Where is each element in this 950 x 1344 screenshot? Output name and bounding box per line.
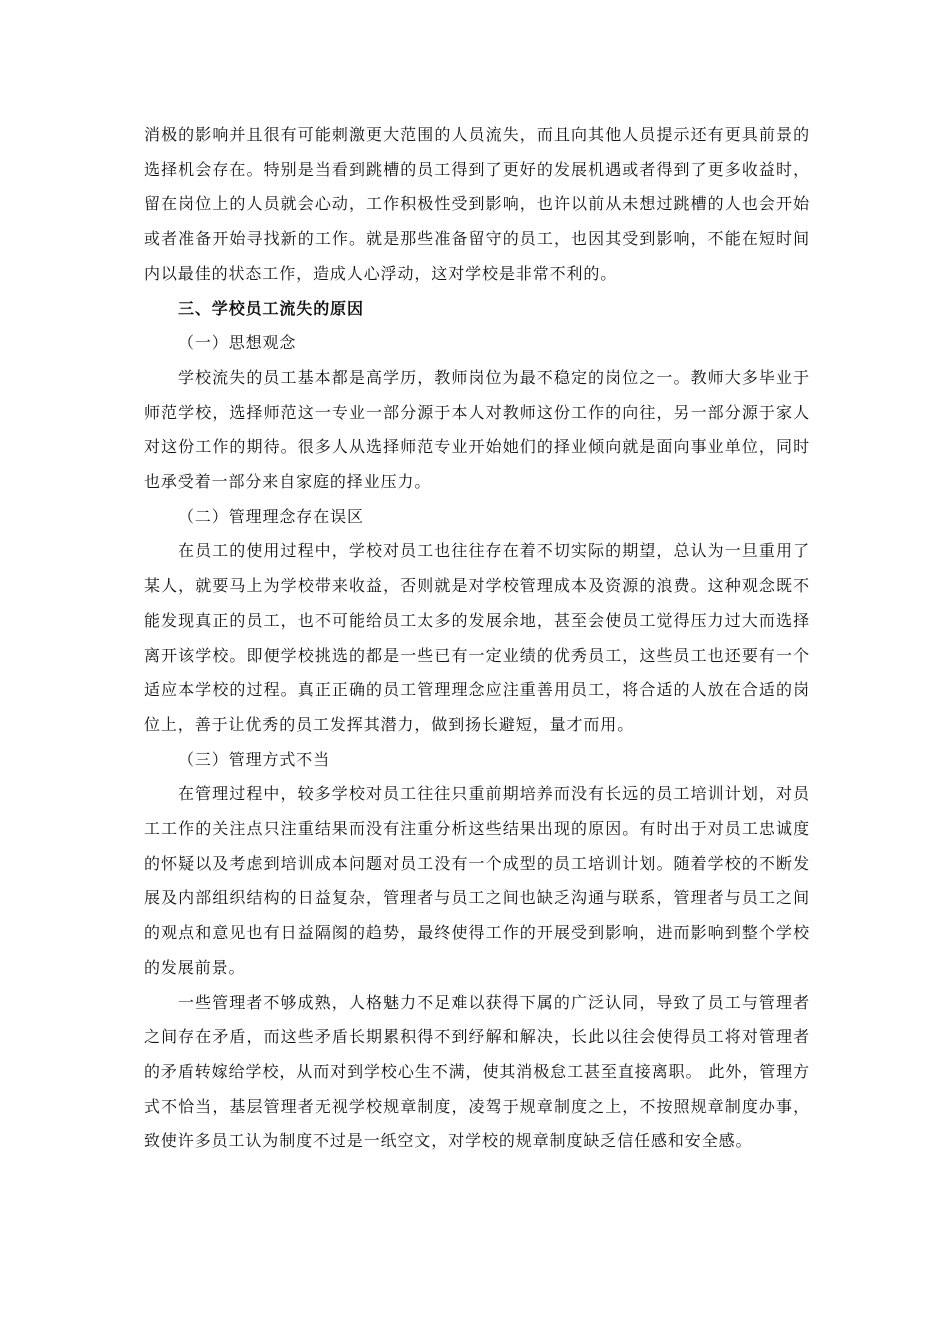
subsection-2-paragraph: 在员工的使用过程中，学校对员工也往往存在着不切实际的期望，总认为一旦重用了某人，就要马上为学校带来收益，否则就是对学校管理成本及资源的浪费。这种观念既不能发现真正的员工，也不可能给员工太多的发展余地，甚至会使员工觉得压力过大而选择离开该学校。即便学校挑选的都是一些已有一定业绩的优秀员工，这些员工也还要有一个适应本学校的过程。真正正确的员工管理理念应注重善用员工，将合适的人放在合适的岗位上，善于让优秀的员工发挥其潜力，做到扬长避短，量才而用。: [144, 541, 810, 734]
subsection-heading-3: （三）管理方式不当: [178, 749, 331, 769]
subsection-heading-1: （一）思想观念: [178, 333, 297, 353]
subsection-3-paragraph-1: 在管理过程中，较多学校对员工往往只重前期培养而没有长远的员工培训计划，对员工工作的关注点只注重结果而没有注重分析这些结果出现的原因。有时出于对员工忠诚度的怀疑以及考虑到培训成本问题对员工没有一个成型的员工培训计划。随着学校的不断发展及内部组织结构的日益复杂，管理者与员工之间也缺乏沟通与联系，管理者与员工之间的观点和意见也有日益隔阂的趋势，最终使得工作的开展受到影响，进而影响到整个学校的发展前景。: [144, 784, 810, 977]
subsection-3-paragraph-2: 一些管理者不够成熟，人格魅力不足难以获得下属的广泛认同，导致了员工与管理者之间存在矛盾，而这些矛盾长期累积得不到纾解和解决，长此以往会使得员工将对管理者的矛盾转嫁给学校，从而对到学校心生不满，使其消极怠工甚至直接离职。 此外，管理方式不恰当，基层管理者无视学校规章制度，凌驾于规章制度之上，不按照规章制度办事，致使许多员工认为制度不过是一纸空文，对学校的规章制度缺乏信任感和安全感。: [144, 992, 810, 1151]
subsection-heading-2: （二）管理理念存在误区: [178, 506, 364, 526]
subsection-1-paragraph: 学校流失的员工基本都是高学历，教师岗位为最不稳定的岗位之一。教师大多毕业于师范学校，选择师范这一专业一部分源于本人对教师这份工作的向往，另一部分源于家人对这份工作的期待。很多人从选择师范专业开始她们的择业倾向就是面向事业单位，同时也承受着一部分来自家庭的择业压力。: [144, 367, 810, 492]
intro-paragraph: 消极的影响并且很有可能刺激更大范围的人员流失，而且向其他人员提示还有更具前景的选择机会存在。特别是当看到跳槽的员工得到了更好的发展机遇或者得到了更多收益时，留在岗位上的人员就会心动，工作积极性受到影响，也许以前从未想过跳槽的人也会开始或者准备开始寻找新的工作。就是那些准备留守的员工，也因其受到影响，不能在短时间内以最佳的状态工作，造成人心浮动，这对学校是非常不利的。: [144, 125, 810, 283]
document-page: [144, 118, 810, 1159]
section-heading: 三、学校员工流失的原因: [178, 298, 364, 318]
